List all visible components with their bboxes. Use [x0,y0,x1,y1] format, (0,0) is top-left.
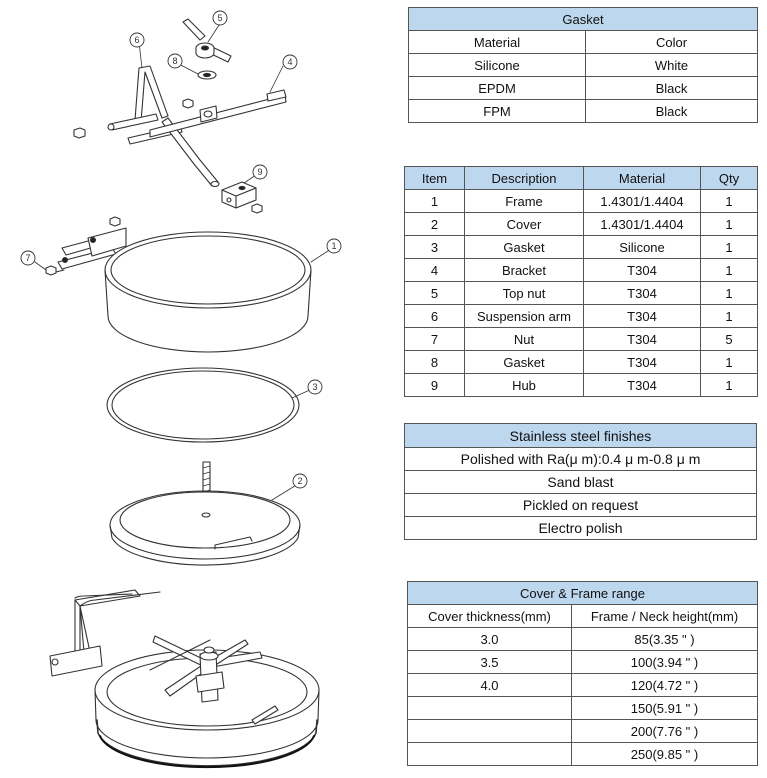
table-cell: 1 [701,213,758,236]
parts-header-row [405,167,758,190]
table-cell: Cover [465,213,584,236]
range-header-frame-height: Frame / Neck height(mm) [572,605,758,628]
table-cell: 1 [701,259,758,282]
table-row [405,213,758,236]
table-row [405,471,757,494]
table-cell: T304 [584,328,701,351]
table-row [405,351,758,374]
table-cell [408,743,572,766]
assembled-manhole [50,590,319,767]
table-cell: 3.0 [408,628,572,651]
callout-6: 6 [134,35,140,45]
table-cell: Hub [465,374,584,397]
callout-5: 5 [217,13,223,23]
table-row [405,448,757,471]
header-description: Description [465,167,584,190]
table-cell: Sand blast [405,471,757,494]
table-cell: T304 [584,282,701,305]
range-table-title: Cover & Frame range [408,582,758,605]
table-cell: 200(7.76 " ) [572,720,758,743]
table-row [408,674,758,697]
table-cell: 9 [405,374,465,397]
finishes-table-title: Stainless steel finishes [405,424,757,448]
table-row [408,720,758,743]
table-cell: Black [586,100,758,123]
table-cell: 1 [701,190,758,213]
header-qty: Qty [701,167,758,190]
table-row [405,517,757,540]
table-cell: Black [586,77,758,100]
range-header-cover-thickness: Cover thickness(mm) [408,605,572,628]
table-cell: 150(5.91 " ) [572,697,758,720]
table-cell: T304 [584,305,701,328]
table-row [408,605,758,628]
callout-2: 2 [297,476,303,486]
table-cell: 6 [405,305,465,328]
table-row [405,190,758,213]
table-cell: 8 [405,351,465,374]
callout-4: 4 [287,57,293,67]
gasket-table-title: Gasket [409,8,758,31]
table-cell: Silicone [584,236,701,259]
callout-7: 7 [25,253,31,263]
table-cell: 4.0 [408,674,572,697]
table-cell: 1 [701,305,758,328]
table-row [409,100,758,123]
callout-1: 1 [331,241,337,251]
callout-8: 8 [172,56,178,66]
table-cell: Polished with Ra(μ m):0.4 μ m-0.8 μ m [405,448,757,471]
table-cell [408,720,572,743]
table-cell: 1 [701,351,758,374]
table-cell: 1 [701,236,758,259]
parts-list-table [404,166,758,397]
table-cell: Pickled on request [405,494,757,517]
table-cell: 120(4.72 " ) [572,674,758,697]
table-cell: White [586,54,758,77]
header-material: Material [584,167,701,190]
gasket-header-material: Material [409,31,586,54]
table-cell: 3.5 [408,651,572,674]
table-row [409,54,758,77]
table-row [408,628,758,651]
table-cell: Gasket [465,236,584,259]
table-cell: 250(9.85 " ) [572,743,758,766]
table-row [405,236,758,259]
table-cell: 4 [405,259,465,282]
table-cell: 5 [405,282,465,305]
bracket-part [150,90,286,137]
table-cell: T304 [584,259,701,282]
table-cell [408,697,572,720]
table-cell: 1 [701,374,758,397]
table-cell: 1.4301/1.4404 [584,213,701,236]
table-row [405,328,758,351]
table-cell: EPDM [409,77,586,100]
table-cell: 1 [701,282,758,305]
gasket-table [408,7,758,123]
table-cell: Suspension arm [465,305,584,328]
table-cell: Nut [465,328,584,351]
table-cell: Top nut [465,282,584,305]
gasket-header-color: Color [586,31,758,54]
table-cell: T304 [584,374,701,397]
table-cell: Gasket [465,351,584,374]
table-cell: Electro polish [405,517,757,540]
table-cell: Bracket [465,259,584,282]
table-row [405,494,757,517]
header-item: Item [405,167,465,190]
table-cell: 100(3.94 " ) [572,651,758,674]
table-row [405,305,758,328]
cover-part [110,462,303,565]
table-cell: Silicone [409,54,586,77]
table-cell: 5 [701,328,758,351]
hub-part [222,182,256,208]
washer-part [198,71,216,79]
frame-part [58,228,311,352]
table-cell: T304 [584,351,701,374]
table-cell: 2 [405,213,465,236]
table-cell: 1 [405,190,465,213]
table-row [408,697,758,720]
table-row [409,77,758,100]
table-cell: Frame [465,190,584,213]
table-cell: 1.4301/1.4404 [584,190,701,213]
cover-frame-range-table [407,581,758,766]
top-nut-part [183,19,231,62]
table-row [409,31,758,54]
callout-3: 3 [312,382,318,392]
finishes-table [404,423,757,540]
table-row [405,259,758,282]
table-cell: 85(3.35 " ) [572,628,758,651]
table-cell: 7 [405,328,465,351]
callout-9: 9 [257,167,263,177]
table-row [408,743,758,766]
table-cell: FPM [409,100,586,123]
table-row [405,374,758,397]
table-row [408,651,758,674]
table-row [405,282,758,305]
table-cell: 3 [405,236,465,259]
gasket-ring-part [107,368,299,442]
